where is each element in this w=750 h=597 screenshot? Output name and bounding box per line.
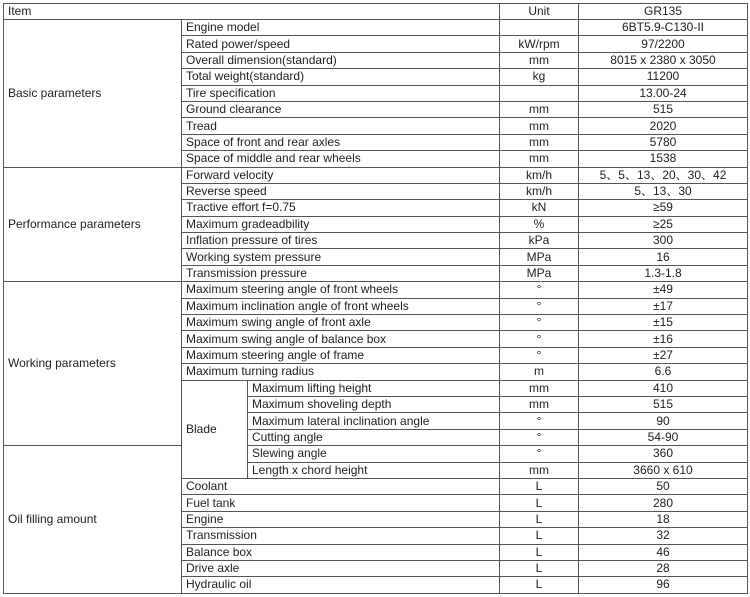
param-unit: mm: [500, 462, 579, 478]
param-label: Drive axle: [182, 560, 500, 576]
param-label: Maximum shoveling depth: [248, 396, 500, 412]
param-label: Reverse speed: [182, 183, 500, 199]
param-value: 6BT5.9-C130-II: [579, 20, 748, 36]
param-value: ±27: [579, 347, 748, 363]
param-unit: °: [500, 282, 579, 298]
param-unit: mm: [500, 396, 579, 412]
param-unit: kPa: [500, 233, 579, 249]
param-value: 13.00-24: [579, 85, 748, 101]
param-label: Working system pressure: [182, 249, 500, 265]
param-value: 1538: [579, 151, 748, 167]
param-value: 300: [579, 233, 748, 249]
param-label: Balance box: [182, 544, 500, 560]
param-value: 410: [579, 380, 748, 396]
param-unit: kN: [500, 200, 579, 216]
header-unit: Unit: [500, 4, 579, 20]
group-basic-parameters: Basic parameters: [4, 20, 182, 168]
param-label: Forward velocity: [182, 167, 500, 183]
param-value: 2020: [579, 118, 748, 134]
param-label: Maximum turning radius: [182, 364, 500, 380]
param-label: Tread: [182, 118, 500, 134]
param-label: Cutting angle: [248, 429, 500, 445]
param-unit: %: [500, 216, 579, 232]
param-unit: °: [500, 298, 579, 314]
param-value: 1.3-1.8: [579, 265, 748, 281]
param-unit: °: [500, 446, 579, 462]
param-unit: [500, 20, 579, 36]
param-value: 18: [579, 511, 748, 527]
param-value: 8015 x 2380 x 3050: [579, 52, 748, 68]
param-unit: mm: [500, 118, 579, 134]
param-value: 90: [579, 413, 748, 429]
param-unit: °: [500, 413, 579, 429]
param-label: Length x chord height: [248, 462, 500, 478]
param-label: Engine: [182, 511, 500, 527]
param-unit: L: [500, 478, 579, 494]
param-unit: L: [500, 528, 579, 544]
param-unit: L: [500, 495, 579, 511]
param-unit: km/h: [500, 167, 579, 183]
param-unit: mm: [500, 101, 579, 117]
param-label: Engine model: [182, 20, 500, 36]
param-unit: L: [500, 511, 579, 527]
param-value: 5780: [579, 134, 748, 150]
group-oil-filling-amount: Oil filling amount: [4, 446, 182, 594]
param-unit: MPa: [500, 249, 579, 265]
table-row: [4, 282, 748, 298]
param-value: 28: [579, 560, 748, 576]
param-unit: km/h: [500, 183, 579, 199]
param-value: 11200: [579, 69, 748, 85]
param-value: 6.6: [579, 364, 748, 380]
param-label: Maximum inclination angle of front wheels: [182, 298, 500, 314]
param-label: Rated power/speed: [182, 36, 500, 52]
param-value: 515: [579, 101, 748, 117]
param-label: Maximum swing angle of front axle: [182, 315, 500, 331]
param-unit: kW/rpm: [500, 36, 579, 52]
param-unit: mm: [500, 380, 579, 396]
param-unit: L: [500, 560, 579, 576]
param-unit: m: [500, 364, 579, 380]
param-label: Transmission pressure: [182, 265, 500, 281]
table-row: [4, 167, 748, 183]
param-unit: °: [500, 331, 579, 347]
param-label: Inflation pressure of tires: [182, 233, 500, 249]
param-label: Fuel tank: [182, 495, 500, 511]
param-label: Transmission: [182, 528, 500, 544]
param-label: Maximum steering angle of frame: [182, 347, 500, 363]
header-item: Item: [4, 4, 500, 20]
param-unit: L: [500, 577, 579, 593]
param-label: Tractive effort f=0.75: [182, 200, 500, 216]
param-value: ±17: [579, 298, 748, 314]
param-label: Maximum lateral inclination angle: [248, 413, 500, 429]
param-value: 5、13、30: [579, 183, 748, 199]
param-unit: °: [500, 347, 579, 363]
param-value: 46: [579, 544, 748, 560]
param-value: 50: [579, 478, 748, 494]
param-label: Tire specification: [182, 85, 500, 101]
param-unit: °: [500, 429, 579, 445]
param-label: Maximum lifting height: [248, 380, 500, 396]
param-value: 32: [579, 528, 748, 544]
param-label: Hydraulic oil: [182, 577, 500, 593]
header-row: [4, 4, 748, 20]
param-unit: mm: [500, 134, 579, 150]
param-value: 5、5、13、20、30、42: [579, 167, 748, 183]
param-value: 97/2200: [579, 36, 748, 52]
param-label: Ground clearance: [182, 101, 500, 117]
param-unit: °: [500, 315, 579, 331]
param-unit: mm: [500, 151, 579, 167]
param-value: ±15: [579, 315, 748, 331]
param-label: Space of front and rear axles: [182, 134, 500, 150]
param-value: ±16: [579, 331, 748, 347]
param-label: Maximum steering angle of front wheels: [182, 282, 500, 298]
group-performance-parameters: Performance parameters: [4, 167, 182, 282]
param-label: Slewing angle: [248, 446, 500, 462]
param-unit: MPa: [500, 265, 579, 281]
param-label: Maximum swing angle of balance box: [182, 331, 500, 347]
param-label: Maximum gradeadbility: [182, 216, 500, 232]
param-label: Overall dimension(standard): [182, 52, 500, 68]
param-value: 96: [579, 577, 748, 593]
param-unit: mm: [500, 52, 579, 68]
param-value: 280: [579, 495, 748, 511]
param-label: Space of middle and rear wheels: [182, 151, 500, 167]
param-unit: [500, 85, 579, 101]
param-value: 360: [579, 446, 748, 462]
table-row: [4, 20, 748, 36]
param-value: 3660 x 610: [579, 462, 748, 478]
specification-table: [3, 3, 748, 594]
table-row: [4, 446, 748, 462]
param-value: 54-90: [579, 429, 748, 445]
param-value: ≥59: [579, 200, 748, 216]
param-value: ±49: [579, 282, 748, 298]
param-unit: kg: [500, 69, 579, 85]
param-value: 16: [579, 249, 748, 265]
param-unit: L: [500, 544, 579, 560]
header-model: GR135: [579, 4, 748, 20]
param-value: 515: [579, 396, 748, 412]
group-working-parameters: Working parameters: [4, 282, 182, 446]
param-label: Total weight(standard): [182, 69, 500, 85]
subgroup-blade: Blade: [182, 380, 248, 478]
param-label: Coolant: [182, 478, 500, 494]
param-value: ≥25: [579, 216, 748, 232]
